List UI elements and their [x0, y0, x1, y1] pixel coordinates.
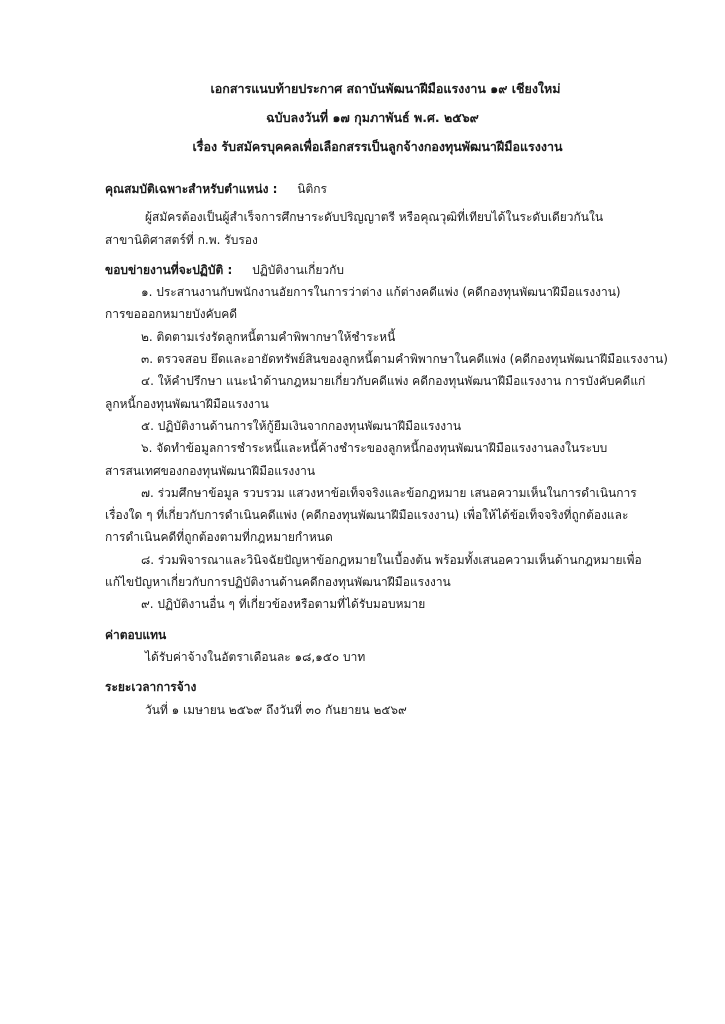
duty-item-5: ๕. ปฏิบัติงานด้านการให้กู้ยืมเงินจากกองทุนพัฒนาฝีมือแรงงาน — [141, 418, 462, 433]
duty-item-1-line-1: ๑. ประสานงานกับพนักงานอัยการในการว่าต่าง แก้ต่างคดีแพ่ง (คดีกองทุนพัฒนาฝีมือแรงงาน) — [141, 285, 621, 300]
duty-item-6-line-2: สารสนเทศของกองทุนพัฒนาฝีมือแรงงาน — [105, 463, 316, 478]
duties-section — [105, 259, 685, 616]
duty-item-3: ๓. ตรวจสอบ ยึดและอายัดทรัพย์สินของลูกหนี้ตามคำพิพากษาในคดีแพ่ง (คดีกองทุนพัฒนาฝีมือแรงงาน) — [141, 352, 668, 367]
duty-item-7-line-1: ๗. ร่วมศึกษาข้อมูล รวบรวม แสวงหาข้อเท็จจริงและข้อกฎหมาย เสนอความเห็นในการดำเนินการ — [141, 485, 637, 500]
compensation-heading: ค่าตอบแทน — [105, 627, 167, 642]
employment-period-section — [105, 676, 685, 721]
duty-item-8-line-2: แก้ไขปัญหาเกี่ยวกับการปฏิบัติงานด้านคดีกองทุนพัฒนาฝีมือแรงงาน — [105, 575, 451, 590]
compensation-section — [105, 624, 685, 669]
qualifications-section — [105, 178, 685, 251]
employment-period-text: วันที่ ๑ เมษายน ๒๕๖๙ ถึงวันที่ ๓๐ กันยายน ๒๕๖๙ — [145, 702, 407, 717]
duty-item-9: ๙. ปฏิบัติงานอื่น ๆ ที่เกี่ยวข้องหรือตามที่ได้รับมอบหมาย — [141, 597, 426, 612]
duty-item-7-line-2: เรื่องใด ๆ ที่เกี่ยวกับการดำเนินคดีแพ่ง (คดีกองทุนพัฒนาฝีมือแรงงาน) เพื่อให้ได้ข้อเท็จจริงที่ถูกต้องและ — [105, 508, 629, 523]
qualifications-text-line-2: สาขานิติศาสตร์ที่ ก.พ. รับรอง — [105, 232, 258, 247]
header-line-1: เอกสารแนบท้ายประกาศ สถาบันพัฒนาฝีมือแรงงาน ๑๙ เชียงใหม่ — [210, 81, 561, 96]
duties-heading: ขอบข่ายงานที่จะปฏิบัติ : — [105, 262, 233, 277]
header-line-3: เรื่อง รับสมัครบุคคลเพื่อเลือกสรรเป็นลูกจ้างกองทุนพัฒนาฝีมือแรงงาน — [192, 139, 563, 154]
qualifications-heading: คุณสมบัติเฉพาะสำหรับตำแหน่ง : — [105, 182, 278, 196]
duties-intro: ปฏิบัติงานเกี่ยวกับ — [252, 262, 344, 277]
qualifications-text-line-1: ผู้สมัครต้องเป็นผู้สำเร็จการศึกษาระดับปริญญาตรี หรือคุณวุฒิที่เทียบได้ในระดับเดียวกันใน — [145, 210, 604, 225]
document-body — [105, 178, 685, 721]
header-line-2: ฉบับลงวันที่ ๑๗ กุมภาพันธ์ พ.ศ. ๒๕๖๙ — [266, 110, 479, 125]
document-header — [0, 74, 725, 161]
duty-item-4-line-2: ลูกหนี้กองทุนพัฒนาฝีมือแรงงาน — [105, 396, 269, 411]
duty-item-7-line-3: การดำเนินคดีที่ถูกต้องตามที่กฎหมายกำหนด — [105, 530, 333, 545]
duty-item-1-line-2: การขอออกหมายบังคับคดี — [105, 307, 238, 322]
compensation-text: ได้รับค่าจ้างในอัตราเดือนละ ๑๘,๑๕๐ บาท — [145, 649, 366, 664]
position-title: นิติกร — [297, 182, 327, 196]
duty-item-8-line-1: ๘. ร่วมพิจารณาและวินิจฉัยปัญหาข้อกฎหมายในเบื้องต้น พร้อมทั้งเสนอความเห็นด้านกฎหมายเพื่อ — [141, 552, 642, 567]
duty-item-2: ๒. ติดตามเร่งรัดลูกหนี้ตามคำพิพากษาให้ชำระหนี้ — [141, 329, 396, 344]
duty-item-6-line-1: ๖. จัดทำข้อมูลการชำระหนี้และหนี้ค้างชำระของลูกหนี้กองทุนพัฒนาฝีมือแรงงานลงในระบบ — [141, 441, 608, 456]
employment-period-heading: ระยะเวลาการจ้าง — [105, 680, 197, 695]
duty-item-4-line-1: ๔. ให้คำปรึกษา แนะนำด้านกฎหมายเกี่ยวกับคดีแพ่ง คดีกองทุนพัฒนาฝีมือแรงงาน การบังคับคดีแก่ — [141, 374, 646, 389]
